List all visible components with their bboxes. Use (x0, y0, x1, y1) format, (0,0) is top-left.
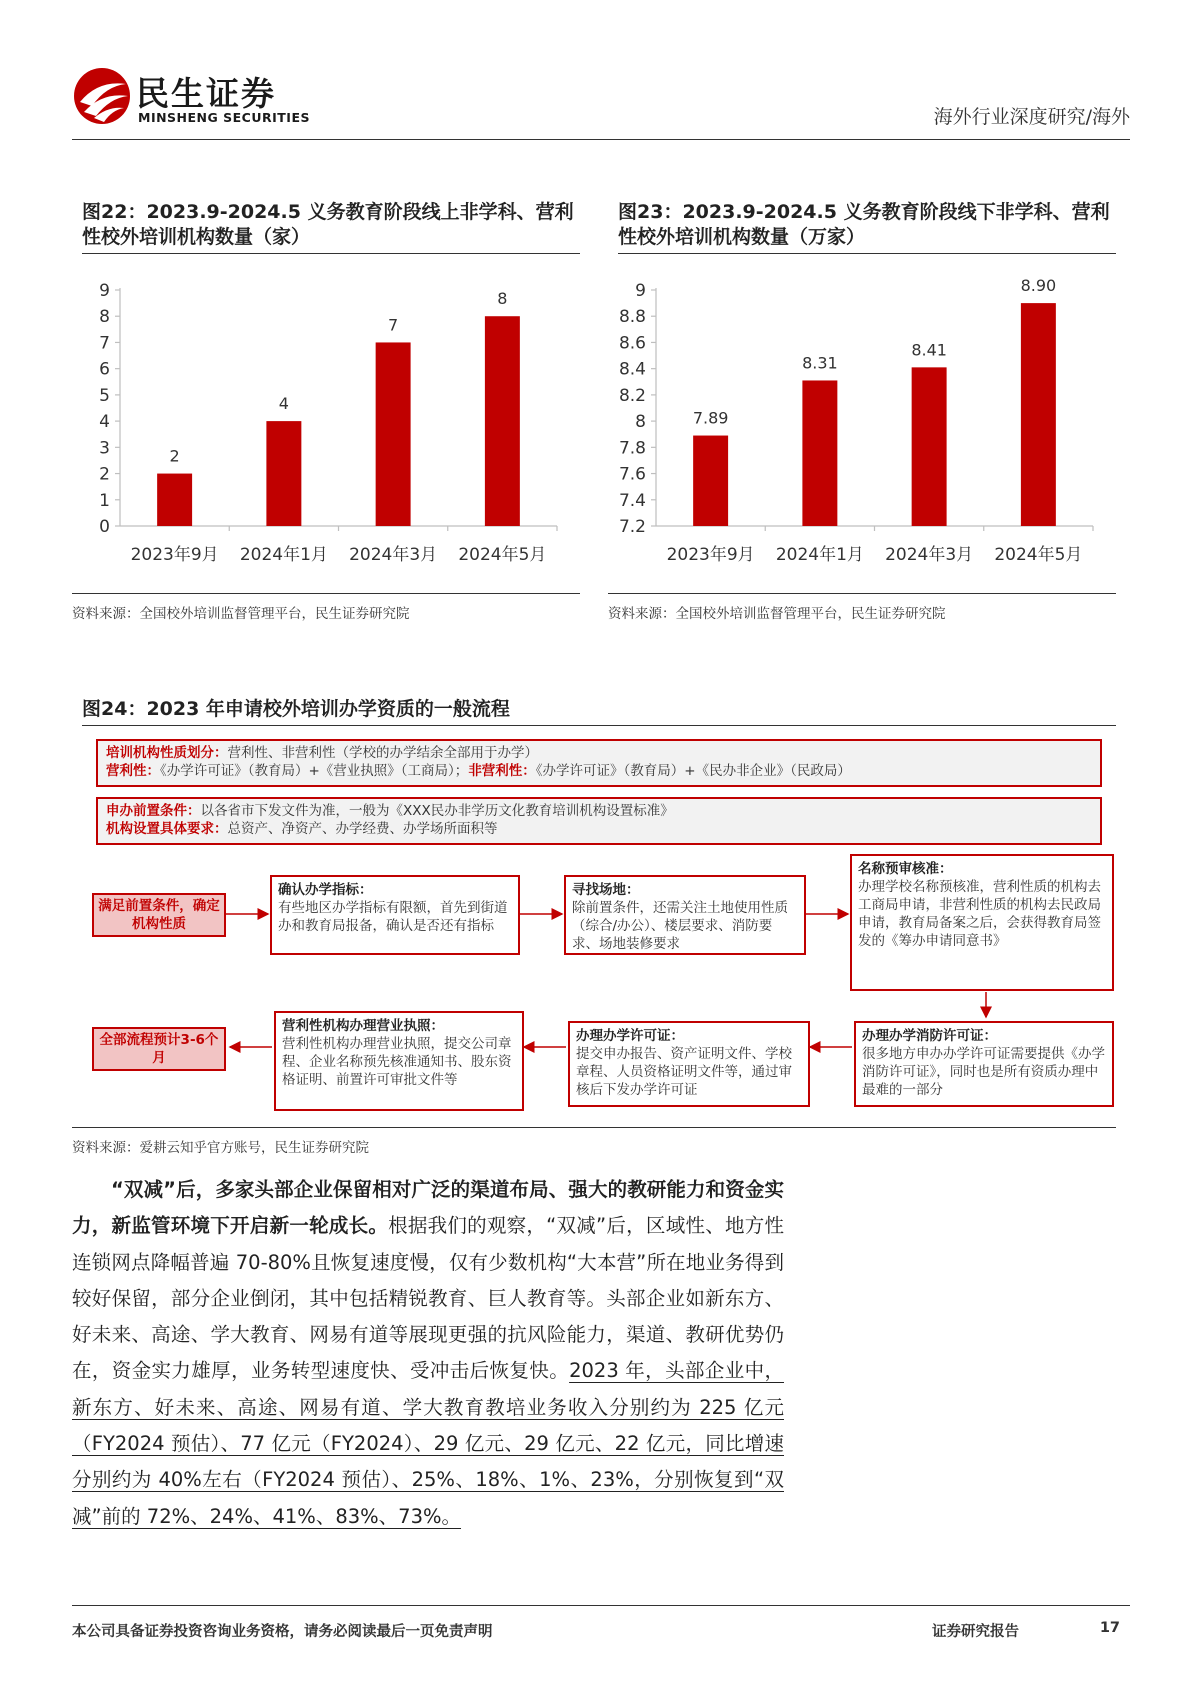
step-business-license (274, 1011, 524, 1111)
process-flowchart (82, 727, 1116, 1112)
end-node: 全部流程预计3-6个月 (92, 1027, 226, 1071)
non-profit-value: 《办学许可证》（教育局）+《民办非企业》（民政局） (535, 763, 851, 779)
y-tick-label: 8.8 (618, 307, 646, 328)
y-tick-label: 7.2 (618, 517, 646, 537)
data-label: 4 (278, 394, 289, 414)
org-nature-key: 培训机构性质划分： (106, 745, 228, 761)
brand-name-en: MINSHENG SECURITIES (138, 110, 310, 125)
x-tick-label: 2023年9月 (130, 545, 219, 565)
x-tick-label: 2024年3月 (885, 545, 974, 565)
org-nature-value: 营利性、非营利性（学校的办学结余全部用于办学） (227, 745, 538, 761)
step-title: 寻找场地： (572, 882, 640, 898)
y-tick-label: 9 (99, 281, 110, 301)
fig23-bar-chart (618, 262, 1116, 578)
footer-report-type: 证券研究报告 (932, 1624, 1019, 1640)
bar (802, 380, 837, 526)
x-tick-label: 2024年5月 (994, 545, 1083, 565)
fig23-title-line2: 性校外培训机构数量（万家） (618, 226, 866, 248)
preconditions-value: 以各省市下发文件为准，一般为《XXX民办非学历文化教育培训机构设置标准》 (200, 803, 674, 819)
step-title: 营利性机构办理营业执照： (282, 1018, 444, 1034)
y-tick-label: 8.6 (618, 333, 646, 354)
y-tick-label: 5 (99, 385, 110, 406)
data-label: 8.41 (911, 340, 947, 360)
step-fire-permit (854, 1021, 1114, 1107)
x-tick-label: 2024年5月 (458, 545, 547, 565)
page-footer (72, 1605, 1130, 1645)
y-tick-label: 2 (99, 464, 110, 485)
x-tick-label: 2024年1月 (775, 545, 864, 565)
step-confirm-quota (270, 875, 520, 955)
fig22-title (82, 200, 580, 254)
x-tick-label: 2024年1月 (239, 545, 328, 565)
y-tick-label: 9 (635, 281, 646, 301)
requirements-value: 总资产、净资产、办学经费、办学场所面积等 (227, 821, 498, 837)
step-title: 确认办学指标： (278, 882, 373, 898)
fig23-source: 资料来源：全国校外培训监督管理平台，民生证券研究院 (608, 593, 1116, 622)
bar (376, 342, 411, 526)
fig22-bar-chart (82, 262, 580, 578)
page-number: 17 (1099, 1620, 1120, 1636)
y-tick-label: 8.2 (618, 385, 646, 406)
bar (693, 436, 728, 526)
fig24-title: 图24：2023 年申请校外培训办学资质的一般流程 (82, 697, 1116, 726)
fig22-title-line1: 图22：2023.9-2024.5 义务教育阶段线上非学科、营利 (82, 201, 574, 223)
data-label: 7.89 (692, 408, 729, 428)
body-bold-lead: “双减”后，多家头部企业保留相对广泛的渠道布局、强大的教研能力和资金实力，新监管环境下开启新一轮成长。 (72, 1178, 784, 1238)
step-text: 提交申办报告、资产证明文件、学校章程、人员资格证明文件等，通过审核后下发办学许可证 (576, 1046, 792, 1098)
data-label: 2 (169, 446, 180, 466)
page-header (72, 64, 1130, 140)
step-name-preapproval (850, 854, 1114, 991)
step-text: 很多地方申办办学许可证需要提供《办学消防许可证》，同时也是所有资质办理中最难的一部分 (862, 1046, 1105, 1098)
body-text: 根据我们的观察，“双减”后，区域性、地方性连锁网点降幅普遍 70-80%且恢复速度慢，仅有少数机构“大本营”所在地业务得到较好保留，部分企业倒闭，其中包括精锐教育、巨人教育等。头部企业如新东方、好未来、高途、学大教育、网易有道等展现更强的抗风险能力，渠道、教研优势仍在，资金实力雄厚，业务转型速度快、受冲击后恢复快。 (72, 1214, 784, 1383)
y-tick-label: 6 (99, 359, 110, 380)
data-label: 8 (497, 289, 508, 309)
minsheng-logo-icon (72, 66, 132, 126)
for-profit-value: 《办学许可证》（教育局）+《营业执照》（工商局）； (160, 763, 469, 779)
bar (1021, 303, 1056, 526)
body-paragraph (72, 1172, 784, 1535)
brand-name-cn: 民生证券 (136, 74, 276, 113)
step-text: 办理学校名称预核准，营利性质的机构去工商局申请，非营利性质的机构去民政局申请，教育局备案之后，会获得教育局签发的《筹办申请同意书》 (858, 879, 1101, 949)
x-tick-label: 2023年9月 (666, 545, 755, 565)
step-title: 办理办学消防许可证： (862, 1028, 997, 1044)
y-tick-label: 7 (99, 333, 110, 354)
for-profit-key: 营利性： (106, 763, 160, 779)
fig22-source: 资料来源：全国校外培训监督管理平台，民生证券研究院 (72, 593, 580, 622)
fig22-title-line2: 性校外培训机构数量（家） (82, 226, 311, 248)
y-tick-label: 7.4 (618, 490, 646, 511)
bar (912, 367, 947, 526)
footer-disclaimer: 本公司具备证券投资咨询业务资格，请务必阅读最后一页免责声明 (72, 1624, 493, 1640)
step-text: 营利性机构办理营业执照，提交公司章程、企业名称预先核准通知书、股东资格证明、前置许可审批文件等 (282, 1036, 512, 1088)
y-tick-label: 8.4 (618, 359, 646, 380)
step-find-venue (564, 875, 806, 955)
step-school-permit (568, 1021, 810, 1107)
step-text: 有些地区办学指标有限额，首先到街道办和教育局报备，确认是否还有指标 (278, 900, 508, 934)
y-tick-label: 8 (99, 307, 110, 328)
data-label: 8.90 (1020, 276, 1057, 296)
start-node: 满足前置条件，确定机构性质 (92, 893, 226, 937)
y-tick-label: 7.8 (618, 438, 646, 459)
fig24-source: 资料来源：爱耕云知乎官方账号，民生证券研究院 (72, 1127, 1116, 1156)
y-tick-label: 7.6 (618, 464, 646, 485)
body-underlined-text: 2023 年，头部企业中，新东方、好未来、高途、网易有道、学大教育教培业务收入分别约为 225 亿元（FY2024 预估）、77 亿元（FY2024）、29 亿元、29 亿元、22 亿元，同比增速分别约为 40%左右（FY2024 预估）、25%、18%、1%、23%，分别恢复到“双减”前的 72%、24%、41%、83%、73%。 (72, 1359, 784, 1528)
non-profit-key: 非营利性： (468, 763, 536, 779)
bar (157, 474, 192, 526)
report-section: 海外行业深度研究/海外 (933, 106, 1130, 128)
step-text: 除前置条件，还需关注土地使用性质（综合/办公）、楼层要求、消防要求、场地装修要求 (572, 900, 788, 952)
fig23-title (618, 200, 1116, 254)
y-tick-label: 8 (635, 412, 646, 433)
data-label: 8.31 (802, 353, 838, 373)
data-label: 7 (388, 315, 399, 335)
requirements-key: 机构设置具体要求： (106, 821, 228, 837)
y-tick-label: 0 (99, 517, 110, 537)
y-tick-label: 1 (99, 490, 110, 511)
y-tick-label: 4 (99, 412, 110, 433)
x-tick-label: 2024年3月 (349, 545, 438, 565)
y-tick-label: 3 (99, 438, 110, 459)
preconditions-key: 申办前置条件： (106, 803, 201, 819)
step-title: 办理办学许可证： (576, 1028, 684, 1044)
bar (266, 421, 301, 526)
step-title: 名称预审核准： (858, 861, 953, 877)
fig23-title-line1: 图23：2023.9-2024.5 义务教育阶段线下非学科、营利 (618, 201, 1110, 223)
bar (485, 316, 520, 526)
